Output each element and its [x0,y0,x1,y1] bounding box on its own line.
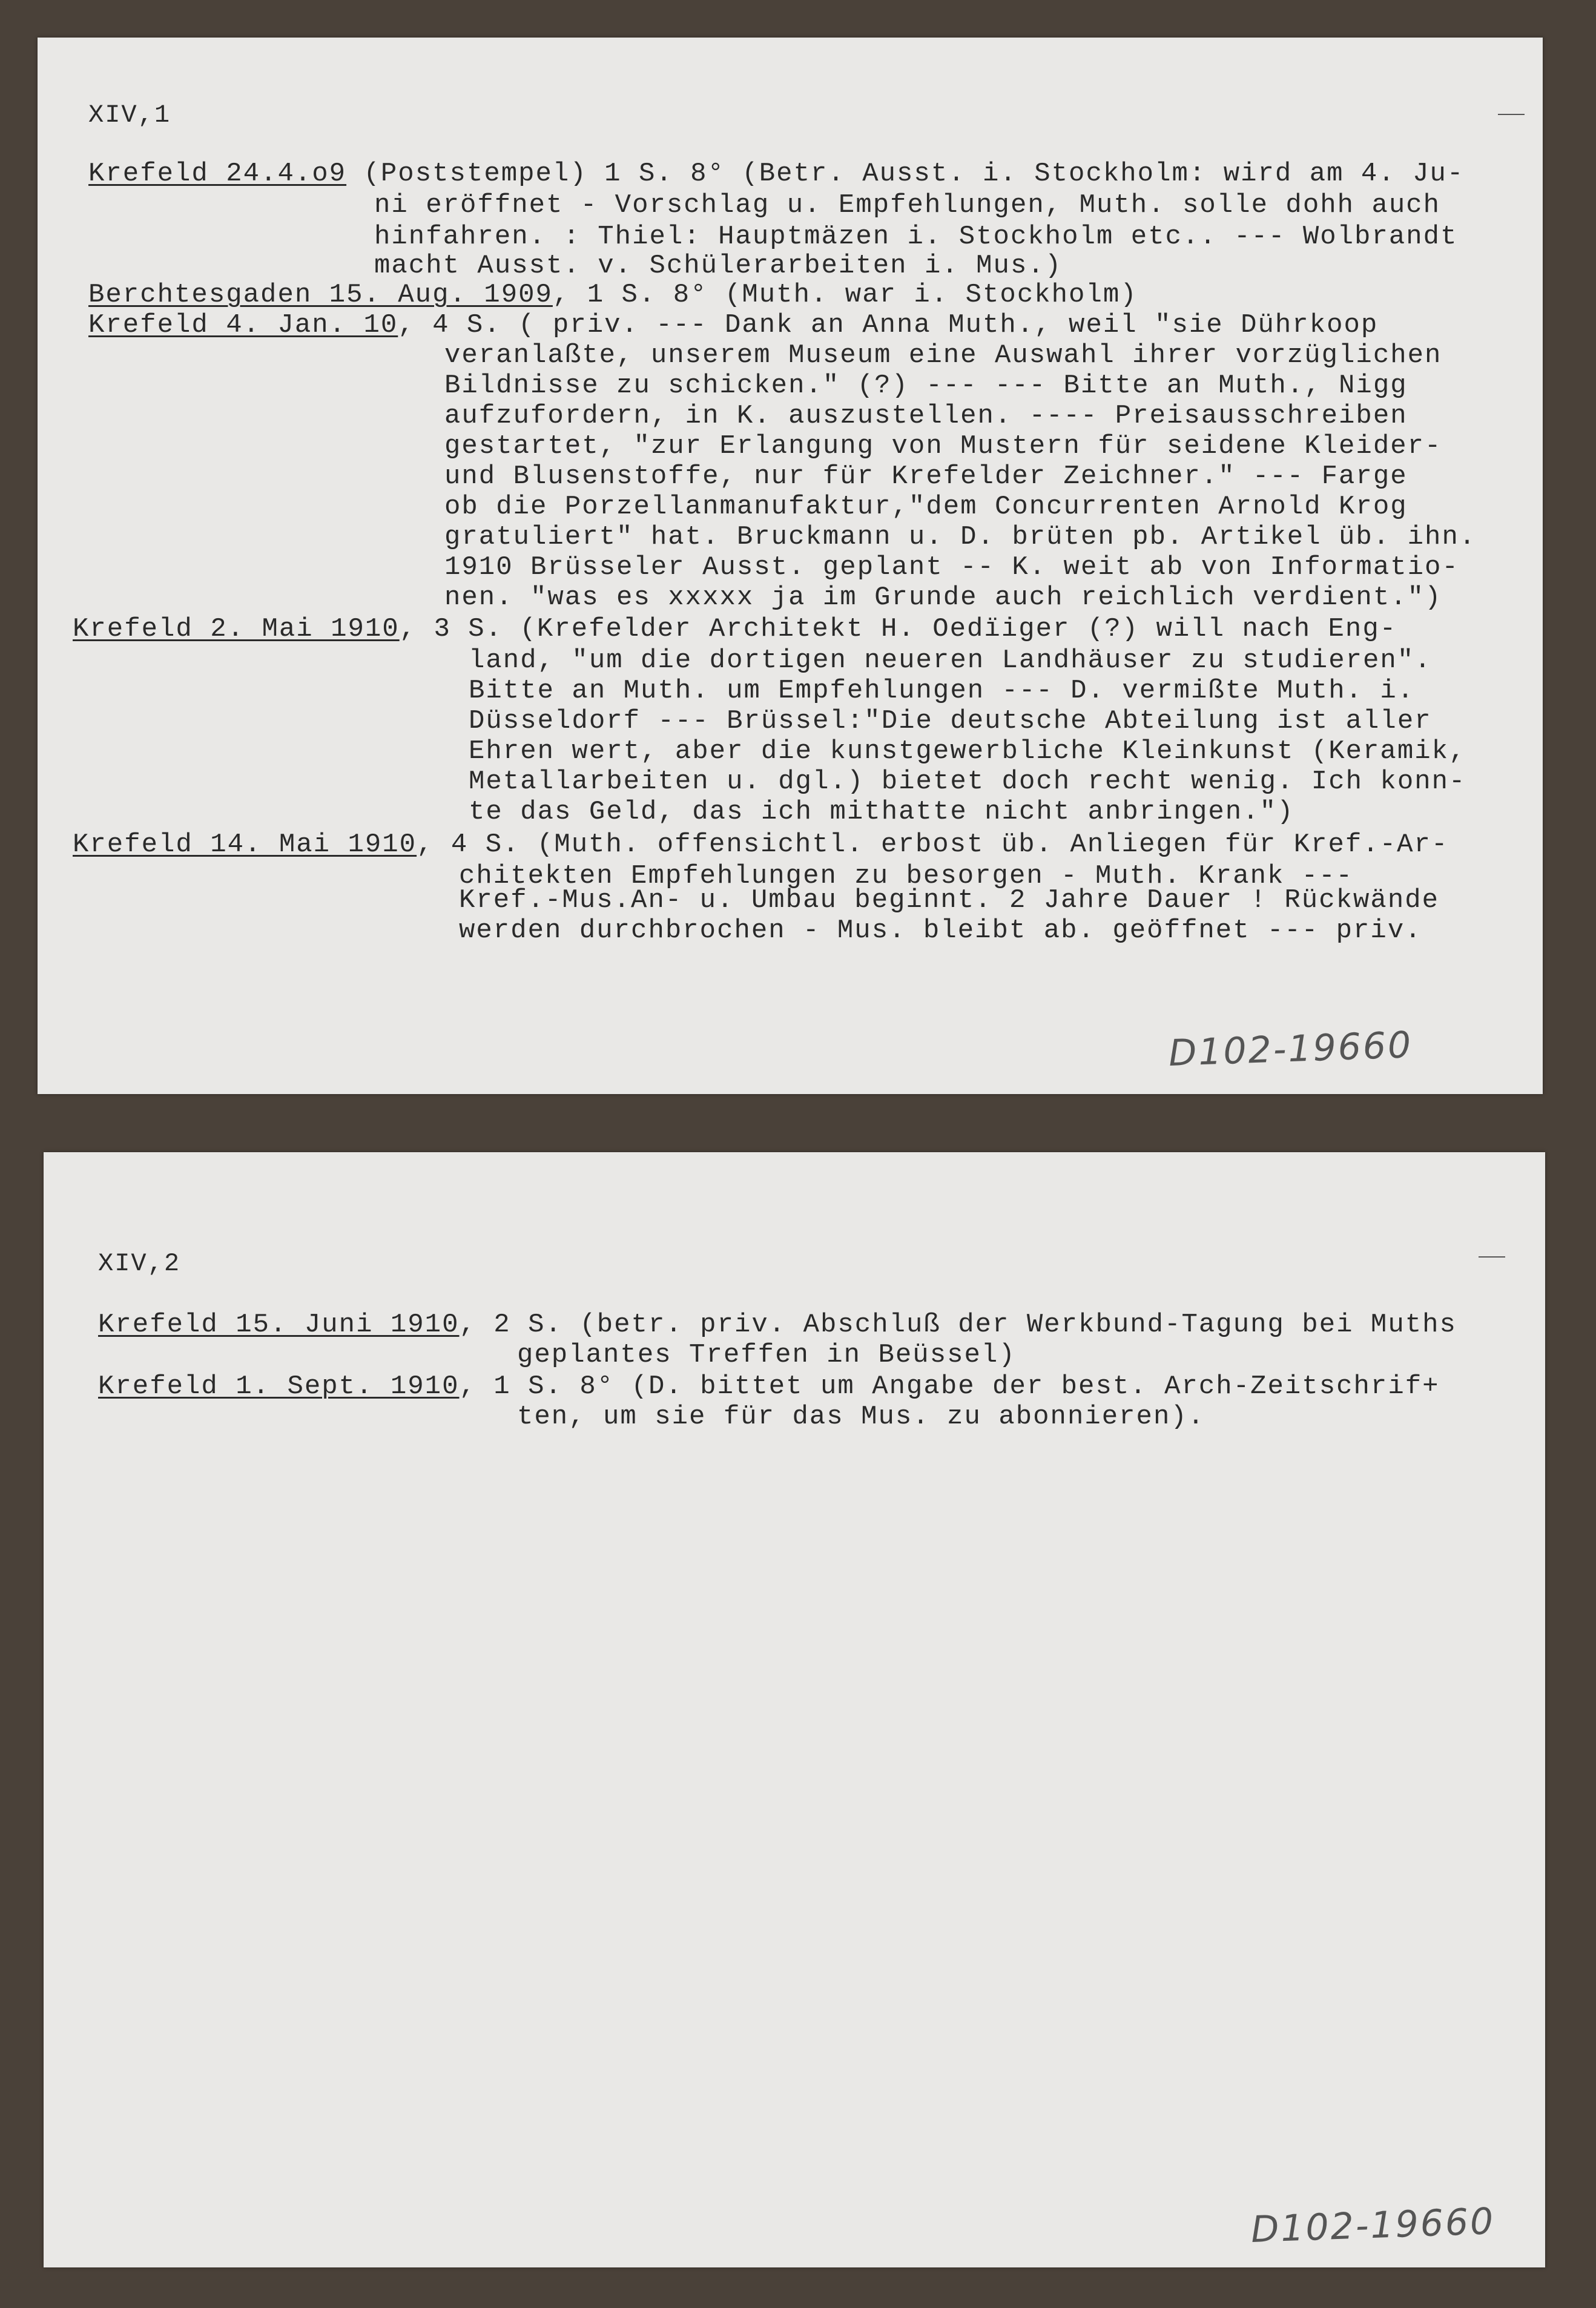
entry-text: , 3 S. (Krefelder Architekt H. Oedïiger (?) will nach Eng- [399,614,1397,644]
entry-first-line [88,280,1138,310]
entry-continuation: ob die Porzellanmanufaktur,"dem Concurrenten Arnold Krog [444,492,1408,522]
entry-continuation: geplantes Treffen in Beüssel) [517,1340,1016,1370]
entry-first-line [73,829,1448,860]
entry-continuation: aufzufordern, in K. auszustellen. ---- Preisausschreiben [444,401,1408,431]
entry-first-line [98,1371,1440,1402]
entry-continuation: land, "um die dortigen neueren Landhäuser zu studieren". [469,645,1432,676]
entry-continuation: Düsseldorf --- Brüssel:"Die deutsche Abteilung ist aller [469,706,1432,736]
entry-first-line [88,159,1464,189]
entry-continuation: ni eröffnet - Vorschlag u. Empfehlungen, Muth. solle dohh auch [374,190,1441,220]
entry-continuation: Ehren wert, aber die kunstgewerbliche Kleinkunst (Keramik, [469,736,1466,767]
entry-continuation: te das Geld, das ich mithatte nicht anbringen.") [469,797,1294,827]
entry-continuation: und Blusenstoffe, nur für Krefelder Zeichner." --- Farge [444,461,1408,492]
entry-text: , 4 S. ( priv. --- Dank an Anna Muth., weil "sie Dührkoop [398,310,1379,340]
entry-place-date: Krefeld 4. Jan. 10 [88,310,398,340]
entry-continuation: gestartet, "zur Erlangung von Mustern für seidene Kleider- [444,431,1442,461]
entry-continuation: Kref.-Mus.An- u. Umbau beginnt. 2 Jahre Dauer ! Rückwände [459,885,1440,915]
index-card-1 [38,38,1543,1094]
entry-continuation: werden durchbrochen - Mus. bleibt ab. geöffnet --- priv. [459,915,1422,946]
entry-first-line [73,614,1397,644]
entry-place-date: Berchtesgaden 15. Aug. 1909 [88,280,553,310]
corner-mark [1498,114,1525,115]
entry-continuation: macht Ausst. v. Schülerarbeiten i. Mus.) [374,251,1063,281]
archive-signature: D102-19660 [1167,1023,1414,1075]
entry-continuation: hinfahren. : Thiel: Hauptmäzen i. Stockholm etc.. --- Wolbrandt [374,222,1458,252]
archive-signature: D102-19660 [1250,2200,1496,2252]
entry-place-date: Krefeld 14. Mai 1910 [73,829,417,860]
entry-first-line [98,1310,1457,1340]
entry-continuation: chitekten Empfehlungen zu besorgen - Muth. Krank --- [459,861,1354,891]
card-id: XIV,2 [98,1249,181,1278]
entry-first-line [88,310,1378,340]
entry-place-date: Krefeld 2. Mai 1910 [73,614,400,644]
entry-continuation: Bildnisse zu schicken." (?) --- --- Bitte an Muth., Nigg [444,371,1408,401]
entry-text: , 2 S. (betr. priv. Abschluß der Werkbund-Tagung bei Muths [459,1310,1457,1340]
corner-mark [1479,1256,1505,1258]
entry-place-date: Krefeld 15. Juni 1910 [98,1310,460,1340]
entry-continuation: Bitte an Muth. um Empfehlungen --- D. vermißte Muth. i. [469,676,1415,706]
entry-continuation: nen. "was es xxxxx ja im Grunde auch reichlich verdient.") [444,582,1442,613]
entry-continuation: veranlaßte, unserem Museum eine Auswahl ihrer vorzüglichen [444,340,1442,371]
entry-continuation: 1910 Brüsseler Ausst. geplant -- K. weit ab von Informatio- [444,552,1459,582]
card-id: XIV,1 [88,101,171,130]
entry-text: , 1 S. 8° (Muth. war i. Stockholm) [552,280,1138,310]
entry-text: , 1 S. 8° (D. bittet um Angabe der best. Arch-Zeitschrif+ [459,1371,1440,1402]
entry-continuation: ten, um sie für das Mus. zu abonnieren). [517,1402,1205,1432]
index-card-2 [44,1152,1545,2267]
entry-text: (Poststempel) 1 S. 8° (Betr. Ausst. i. Stockholm: wird am 4. Ju- [346,159,1465,189]
entry-place-date: Krefeld 24.4.o9 [88,159,347,189]
entry-continuation: Metallarbeiten u. dgl.) bietet doch recht wenig. Ich konn- [469,767,1466,797]
entry-continuation: gratuliert" hat. Bruckmann u. D. brüten pb. Artikel üb. ihn. [444,522,1477,552]
entry-place-date: Krefeld 1. Sept. 1910 [98,1371,460,1402]
entry-text: , 4 S. (Muth. offensichtl. erbost üb. Anliegen für Kref.-Ar- [417,829,1449,860]
